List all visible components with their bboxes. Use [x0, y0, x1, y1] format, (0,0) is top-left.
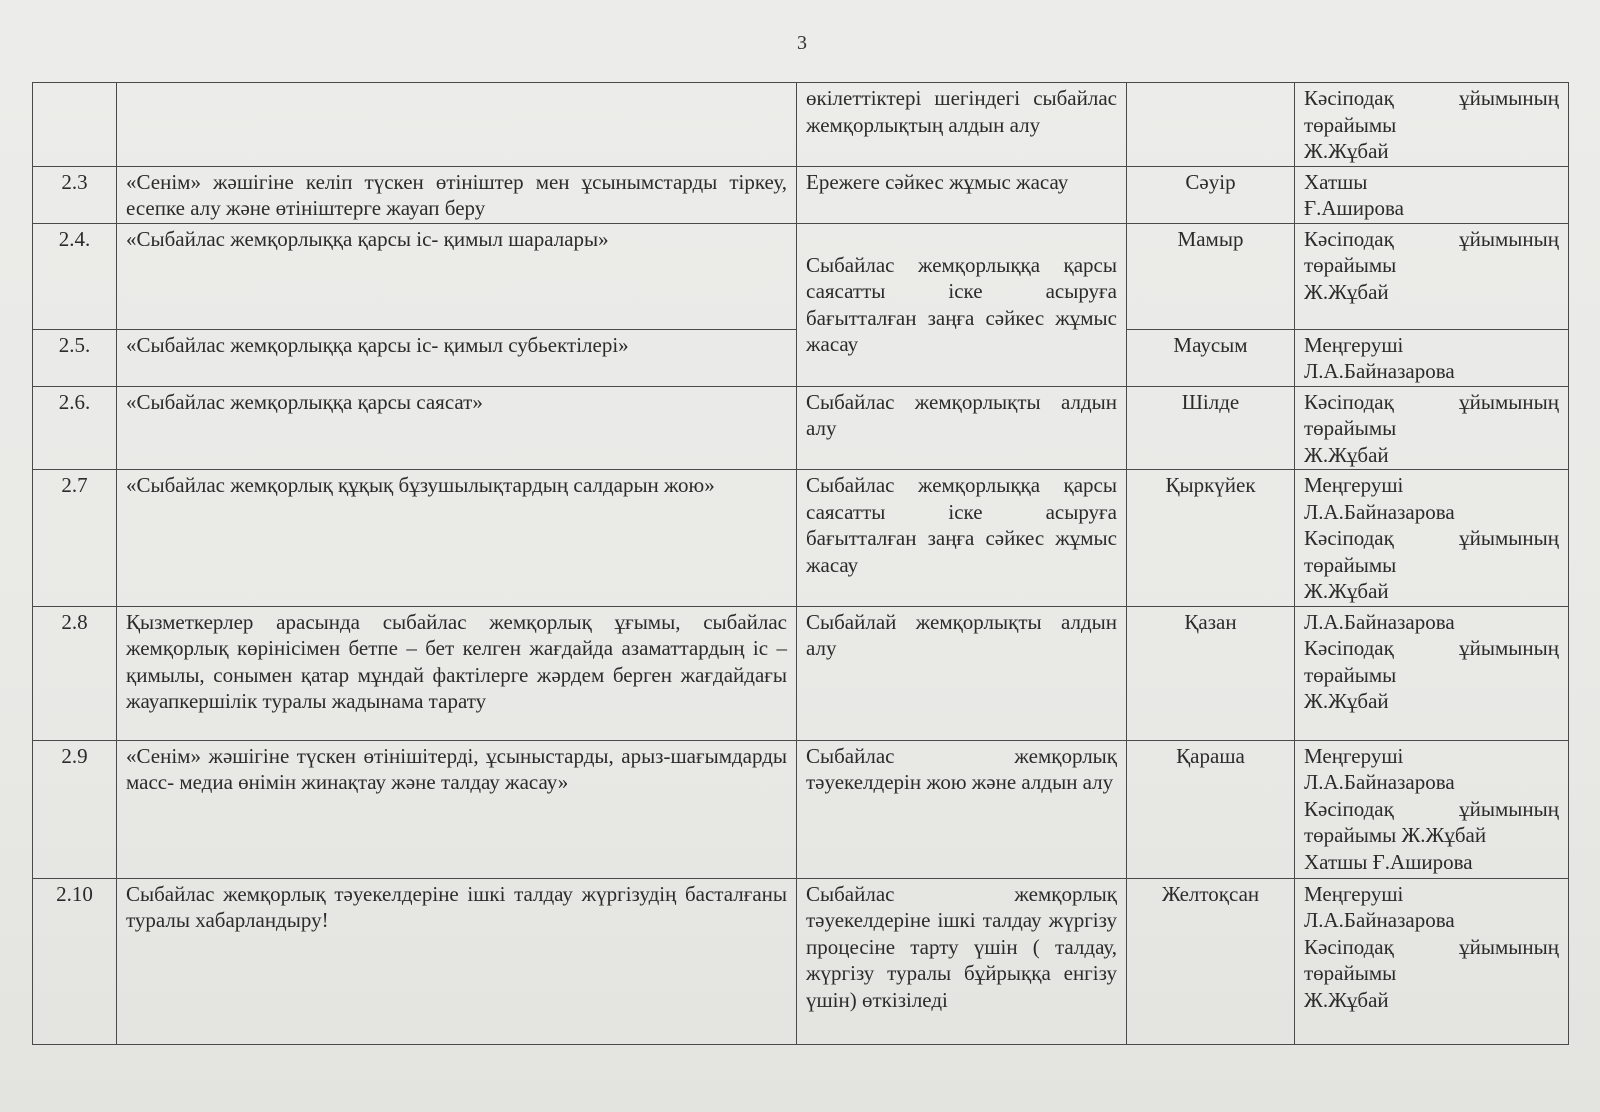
- responsible-line: Л.А.Байназарова: [1304, 770, 1455, 794]
- responsible-line: Л.А.Байназарова: [1304, 359, 1455, 383]
- action-plan-table: [32, 82, 1569, 1045]
- responsible-cell: [1295, 223, 1569, 329]
- period-cell: Қыркүйек: [1127, 470, 1295, 607]
- table-row: [33, 223, 1569, 329]
- event-cell: «Сыбайлас жемқорлық құқық бұзушылықтардың салдарын жою»: [117, 470, 797, 607]
- responsible-cell: [1295, 606, 1569, 740]
- responsible-line: Хатшы Ғ.Аширова: [1304, 849, 1473, 874]
- event-cell: «Сыбайлас жемқорлыққа қарсы іс- қимыл субьектілері»: [117, 329, 797, 386]
- responsible-line: Ж.Жұбай: [1304, 987, 1389, 1012]
- responsible-line: Л.А.Байназарова: [1304, 908, 1455, 932]
- purpose-cell: Сыбайлас жемқорлық тәуекелдеріне ішкі талдау жүргізу процесіне тарту үшін ( талдау, жүргізу туралы бұйрыққа енгізу үшін) өткізіледі: [797, 878, 1127, 1044]
- period-cell: Қазан: [1127, 606, 1295, 740]
- row-number: 2.5.: [33, 329, 117, 386]
- purpose-cell: [797, 223, 1127, 386]
- responsible-line: Кәсіподақ ұйымының төрайымы: [1304, 86, 1559, 137]
- period-cell: Шілде: [1127, 386, 1295, 470]
- event-cell: «Сыбайлас жемқорлыққа қарсы саясат»: [117, 386, 797, 470]
- table-row: [33, 606, 1569, 740]
- row-number: 2.10: [33, 878, 117, 1044]
- event-cell: Қызметкерлер арасында сыбайлас жемқорлық ұғымы, сыбайлас жемқорлық көрінісімен бетпе – бет келген жағдайда азаматтардың іс – қимылы, сонымен қатар мұндай фактілерге жәрдем берген жағдайдағы жауапкершілік туралы жадынама тарату: [117, 606, 797, 740]
- purpose-cell: өкілеттіктері шегіндегі сыбайлас жемқорлықтың алдын алу: [797, 83, 1127, 167]
- event-cell: «Сыбайлас жемқорлыққа қарсы іс- қимыл шаралары»: [117, 223, 797, 329]
- responsible-cell: [1295, 470, 1569, 607]
- event-cell: [117, 83, 797, 167]
- period-cell: Сәуір: [1127, 166, 1295, 223]
- responsible-line: Меңгеруші: [1304, 473, 1404, 497]
- table-row: [33, 470, 1569, 607]
- responsible-line: Меңгеруші: [1304, 332, 1404, 357]
- responsible-line: Кәсіподақ ұйымының төрайымы: [1304, 389, 1559, 440]
- period-cell: Мамыр: [1127, 223, 1295, 329]
- responsible-cell: [1295, 329, 1569, 386]
- responsible-line: Кәсіподақ ұйымының төрайымы Ж.Жұбай: [1304, 796, 1559, 847]
- table-row: [33, 166, 1569, 223]
- responsible-cell: [1295, 83, 1569, 167]
- responsible-line: Кәсіподақ ұйымының төрайымы: [1304, 226, 1559, 277]
- table-row: [33, 83, 1569, 167]
- purpose-cell: Сыбайлас жемқорлық тәуекелдерін жою және алдын алу: [797, 740, 1127, 878]
- responsible-line: Кәсіподақ ұйымының төрайымы: [1304, 934, 1559, 985]
- table-row: [33, 740, 1569, 878]
- responsible-line: Л.А.Байназарова: [1304, 499, 1455, 524]
- responsible-cell: [1295, 740, 1569, 878]
- purpose-cell: Ережеге сәйкес жұмыс жасау: [797, 166, 1127, 223]
- responsible-line: Меңгеруші: [1304, 881, 1404, 906]
- responsible-line: Ж.Жұбай: [1304, 279, 1389, 304]
- responsible-line: Кәсіподақ ұйымының төрайымы: [1304, 636, 1559, 687]
- table-row: [33, 878, 1569, 1044]
- responsible-cell: [1295, 878, 1569, 1044]
- purpose-cell: Сыбайлай жемқорлықты алдын алу: [797, 606, 1127, 740]
- row-number: 2.8: [33, 606, 117, 740]
- responsible-line: Ж.Жұбай: [1304, 442, 1389, 467]
- responsible-cell: [1295, 386, 1569, 470]
- purpose-cell: Сыбайлас жемқорлыққа қарсы саясатты іске асыруға бағытталған заңға сәйкес жұмыс жасау: [797, 470, 1127, 607]
- row-number: 2.6.: [33, 386, 117, 470]
- row-number: [33, 83, 117, 167]
- event-cell: Сыбайлас жемқорлық тәуекелдеріне ішкі талдау жүргізудің басталғаны туралы хабарландыру!: [117, 878, 797, 1044]
- responsible-line: Ж.Жұбай: [1304, 689, 1389, 713]
- row-number: 2.3: [33, 166, 117, 223]
- responsible-cell: [1295, 166, 1569, 223]
- period-cell: Маусым: [1127, 329, 1295, 386]
- responsible-line: Меңгеруші: [1304, 743, 1404, 768]
- responsible-line: Кәсіподақ ұйымының төрайымы: [1304, 526, 1559, 577]
- page-number: 3: [797, 32, 807, 54]
- event-cell: «Сенім» жәшігіне келіп түскен өтініштер мен ұсынымстарды тіркеу, есепке алу және өтініштерге жауап беру: [117, 166, 797, 223]
- responsible-line: Л.А.Байназарова: [1304, 609, 1455, 634]
- period-cell: Қараша: [1127, 740, 1295, 878]
- purpose-cell: Сыбайлас жемқорлықты алдын алу: [797, 386, 1127, 470]
- row-number: 2.7: [33, 470, 117, 607]
- responsible-line: Ж.Жұбай: [1304, 139, 1389, 163]
- table-row: [33, 386, 1569, 470]
- responsible-line: Ж.Жұбай: [1304, 579, 1389, 603]
- responsible-line: Ғ.Аширова: [1304, 196, 1404, 220]
- row-number: 2.9: [33, 740, 117, 878]
- period-cell: Желтоқсан: [1127, 878, 1295, 1044]
- row-number: 2.4.: [33, 223, 117, 329]
- event-cell: «Сенім» жәшігіне түскен өтінішітерді, ұсыныстарды, арыз-шағымдарды масс- медиа өнімін жинақтау және талдау жасау»: [117, 740, 797, 878]
- period-cell: [1127, 83, 1295, 167]
- responsible-line: Хатшы: [1304, 169, 1368, 194]
- purpose-text: Сыбайлас жемқорлыққа қарсы саясатты іске асыруға бағытталған заңға сәйкес жұмыс жасау: [806, 252, 1117, 356]
